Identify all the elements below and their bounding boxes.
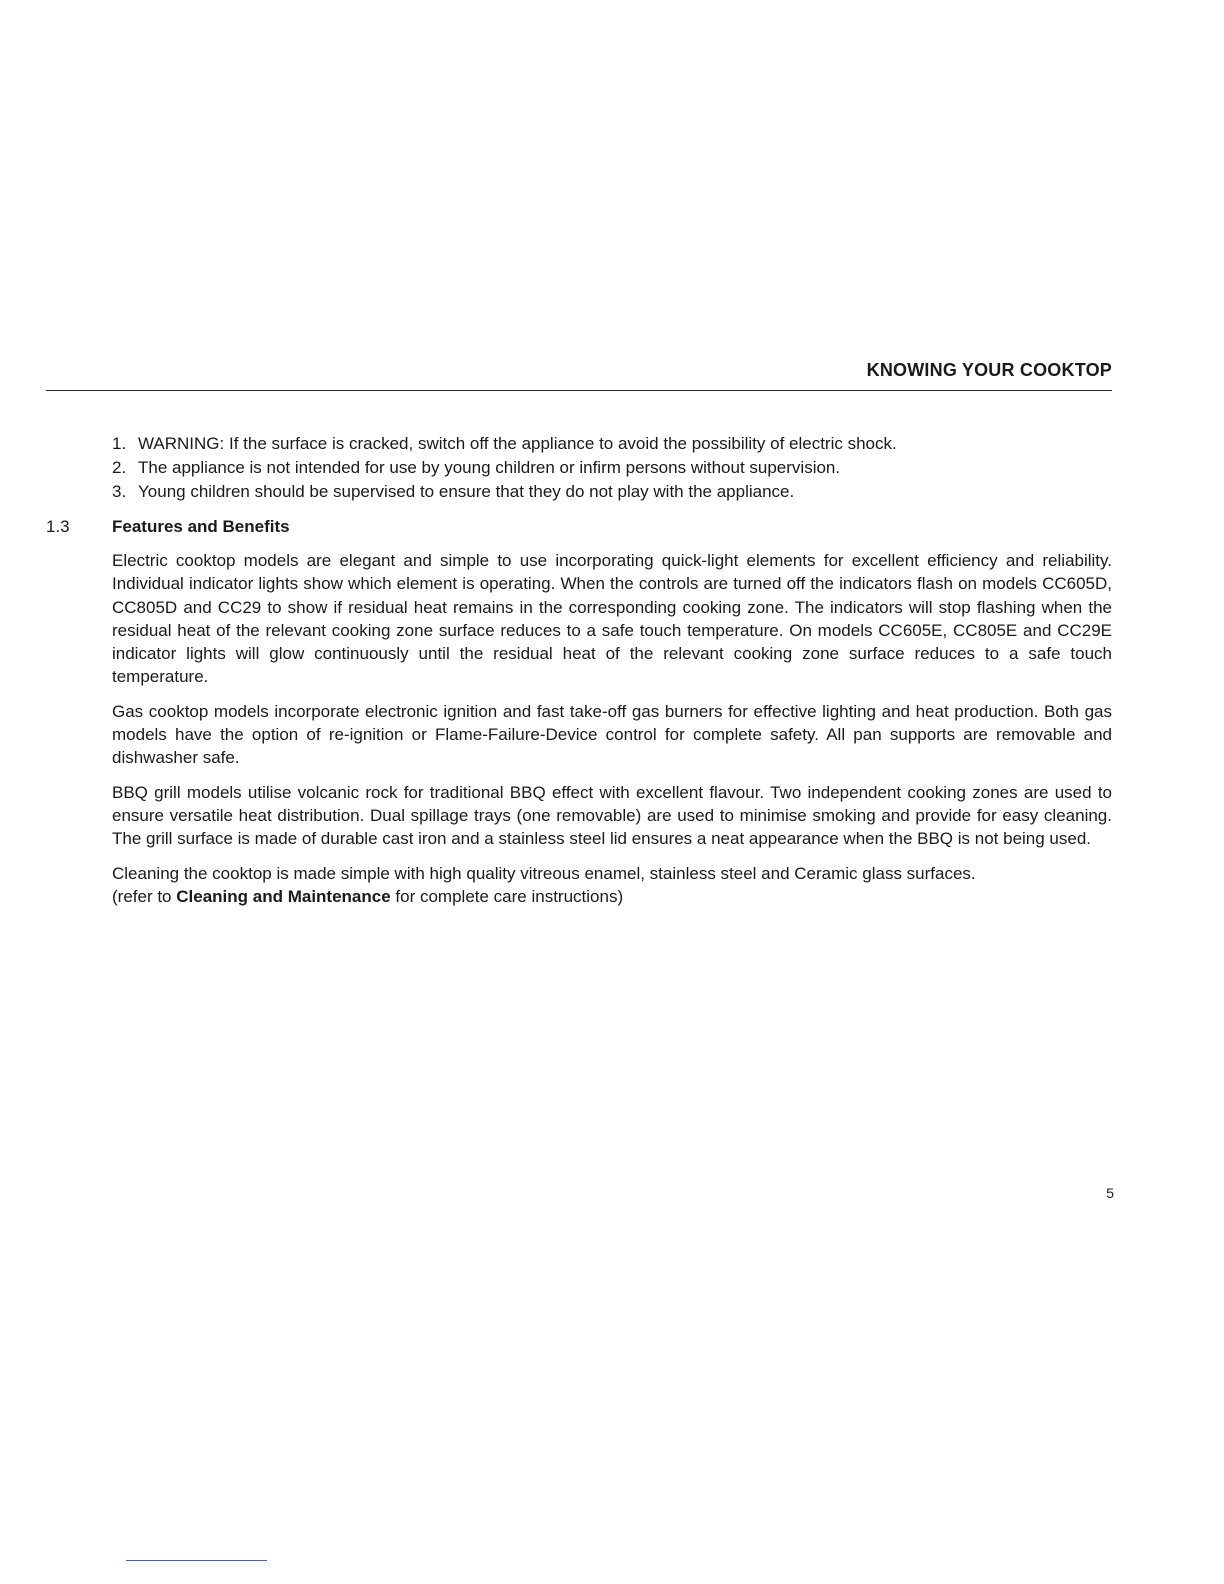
cleaning-line: Cleaning the cooktop is made simple with high quality vitreous enamel, stainless steel and Ceramic glass surfaces.	[112, 863, 976, 883]
list-item	[112, 432, 1112, 456]
page-number: 5	[1106, 1185, 1114, 1201]
section-title: Features and Benefits	[112, 517, 290, 536]
section-body	[112, 549, 1112, 919]
section-number: 1.3	[46, 517, 70, 536]
paragraph-bbq: BBQ grill models utilise volcanic rock for traditional BBQ effect with excellent flavour. Two independent cooking zones are used to ensure versatile heat distribution. Dual spillage trays (one removable) are used to minimise smoking and provide for easy cleaning. The grill surface is made of durable cast iron and a stainless steel lid ensures a neat appearance when the BBQ is not being used.	[112, 782, 1112, 849]
list-item-text: The appliance is not intended for use by young children or infirm persons without supervision.	[138, 458, 841, 477]
header-divider	[46, 390, 1112, 391]
warning-list	[112, 432, 1112, 504]
list-item	[112, 480, 1112, 504]
cleaning-ref-prefix: (refer to	[112, 886, 177, 906]
running-header: KNOWING YOUR COOKTOP	[866, 360, 1112, 380]
list-item	[112, 456, 1112, 480]
list-item-number: 3.	[112, 482, 127, 501]
cleaning-ref-link-text: Cleaning and Maintenance	[176, 886, 391, 906]
list-item-number: 2.	[112, 458, 127, 477]
cleaning-ref-suffix: for complete care instructions)	[390, 886, 624, 906]
paragraph-electric: Electric cooktop models are elegant and simple to use incorporating quick-light elements for excellent efficiency and reliability. Individual indicator lights show which element is operating. When the controls are turned off the indicators flash on models CC605D, CC805D and CC29 to show if residual heat remains in the corresponding cooking zone. The indicators will stop flashing when the residual heat of the relevant cooking zone surface reduces to a safe touch temperature. On models CC605E, CC805E and CC29E indicator lights will glow continuously until the residual heat of the relevant cooking zone surface reduces to a safe touch temperature.	[112, 551, 1112, 687]
paragraph-gas: Gas cooktop models incorporate electronic ignition and fast take-off gas burners for effective lighting and heat production. Both gas models have the option of re-ignition or Flame-Failure-Device control for complete safety. All pan supports are removable and dishwasher safe.	[112, 701, 1112, 768]
paragraph-cleaning	[112, 862, 1112, 909]
list-item-number: 1.	[112, 434, 127, 453]
list-item-text: WARNING: If the surface is cracked, switch off the appliance to avoid the possibility of electric shock.	[138, 434, 897, 453]
list-item-text: Young children should be supervised to ensure that they do not play with the appliance.	[138, 482, 795, 501]
footer-divider	[126, 1560, 267, 1561]
section-heading	[46, 515, 290, 539]
